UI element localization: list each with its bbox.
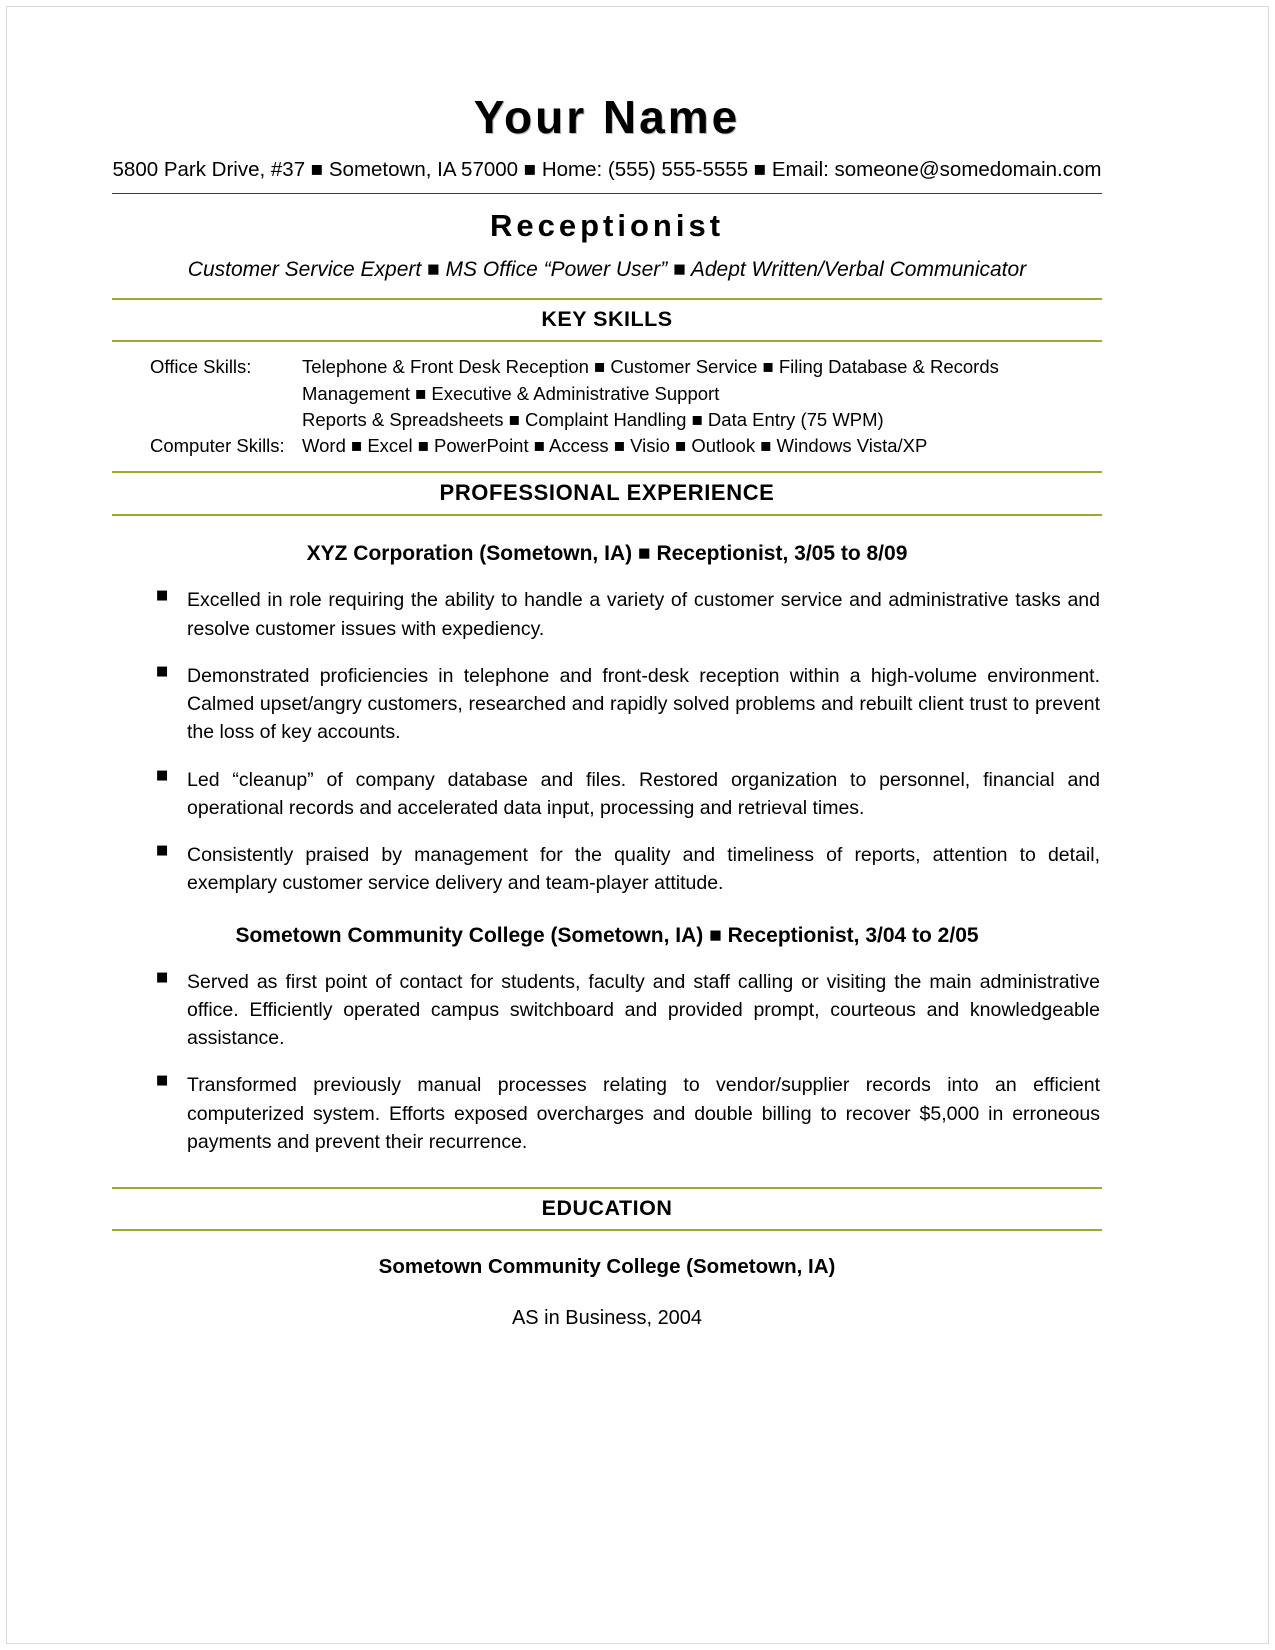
list-item: ■ Excelled in role requiring the ability to handle a variety of customer service and administrative tasks and resolve customer issues with expediency.: [112, 586, 1102, 643]
page-title: Your Name: [473, 91, 741, 143]
education-body: [112, 1231, 1102, 1330]
list-item: ■ Demonstrated proficiencies in telephone and front-desk reception within a high-volume environment. Calmed upset/angry customers, researched and rapidly solved problems and rebuilt client trust to prevent the loss of key accounts.: [112, 662, 1102, 747]
job-heading: Sometown Community College (Sometown, IA) ■ Receptionist, 3/04 to 2/05: [235, 923, 979, 947]
tagline: Customer Service Expert ■ MS Office “Power User” ■ Adept Written/Verbal Communicator: [187, 258, 1027, 282]
job-heading: XYZ Corporation (Sometown, IA) ■ Receptionist, 3/05 to 8/09: [306, 542, 908, 566]
skill-values: [302, 354, 1102, 433]
skill-label: Office Skills:: [150, 356, 252, 378]
skill-line: Word ■ Excel ■ PowerPoint ■ Access ■ Visio ■ Outlook ■ Windows Vista/XP: [302, 435, 928, 457]
section-key-skills: [112, 298, 1102, 469]
skill-row: [112, 354, 1102, 433]
section-heading-experience: PROFESSIONAL EXPERIENCE: [439, 480, 775, 506]
job-bullet-list: [112, 968, 1102, 1157]
header-block: [112, 92, 1102, 282]
section-education: [112, 1187, 1102, 1330]
skill-line: Reports & Spreadsheets ■ Complaint Handling ■ Data Entry (75 WPM): [302, 408, 884, 430]
section-rule-bottom: [112, 514, 1102, 516]
skill-line: Telephone & Front Desk Reception ■ Customer Service ■ Filing Database & Records: [302, 356, 999, 378]
list-item: ■ Served as first point of contact for students, faculty and staff calling or visiting the main administrative office. Efficiently operated campus switchboard and provided prompt, courteous and knowledgeable assistance.: [112, 968, 1102, 1053]
section-professional-experience: [112, 471, 1102, 1185]
list-item: ■ Transformed previously manual processes relating to vendor/supplier records into an efficient computerized system. Efforts exposed overcharges and double billing to recover $5,000 in erroneous payments and prevent their recurrence.: [112, 1071, 1102, 1156]
skill-label: Computer Skills:: [150, 435, 285, 457]
job-bullet-list: [112, 586, 1102, 897]
skill-values: [302, 433, 1102, 459]
header-divider: [112, 193, 1102, 194]
section-heading-education: EDUCATION: [541, 1196, 673, 1221]
contact-line: 5800 Park Drive, #37 ■ Sometown, IA 57000 ■ Home: (555) 555-5555 ■ Email: someone@somedomain.com: [112, 157, 1102, 181]
education-degree: AS in Business, 2004: [511, 1307, 703, 1330]
skill-row: [112, 433, 1102, 459]
key-skills-body: [112, 342, 1102, 469]
skill-line: Management ■ Executive & Administrative Support: [302, 382, 720, 404]
job-title: Receptionist: [489, 208, 725, 244]
resume-content: [112, 92, 1102, 1330]
job-entry: [112, 924, 1102, 1157]
section-heading-key-skills: KEY SKILLS: [541, 307, 673, 332]
job-entry: [112, 542, 1102, 897]
education-school: Sometown Community College (Sometown, IA): [378, 1255, 836, 1279]
list-item: ■ Led “cleanup” of company database and files. Restored organization to personnel, financial and operational records and accelerated data input, processing and retrieval times.: [112, 766, 1102, 823]
list-item: ■ Consistently praised by management for the quality and timeliness of reports, attention to detail, exemplary customer service delivery and team-player attitude.: [112, 841, 1102, 898]
